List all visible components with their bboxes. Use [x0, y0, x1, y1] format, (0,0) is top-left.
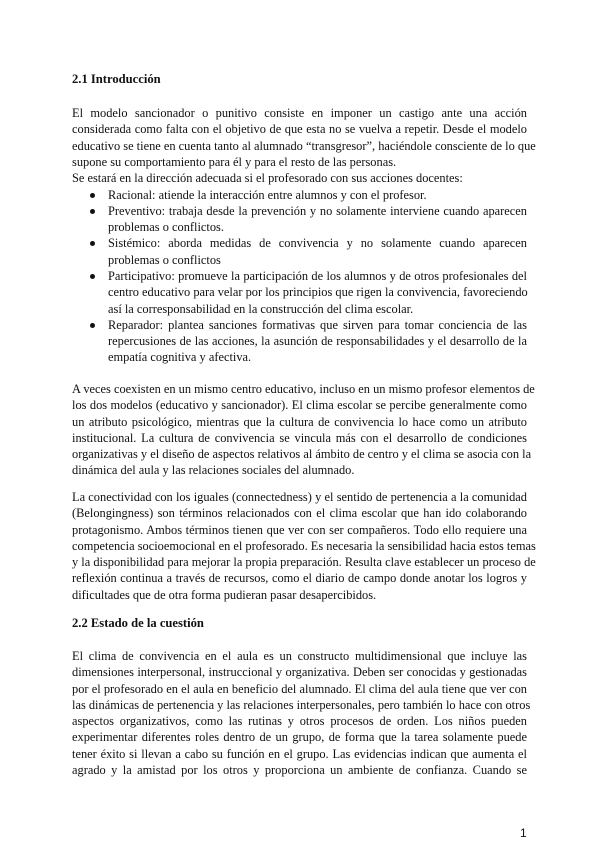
- text-line: un atributo psicológico, mientras que la cultura de convivencia lo hace como un atributo: [72, 414, 527, 429]
- text-line: La conectividad con los iguales (connectedness) y el sentido de pertenencia a la comunidad: [72, 490, 527, 504]
- text-line: por el profesorado en el aula en beneficio del alumnado. El clima del aula tiene que ver con: [72, 681, 527, 696]
- paragraph-3: [72, 489, 536, 603]
- text-line: Racional: atiende la interacción entre alumnos y con el profesor.: [108, 187, 427, 202]
- bullet-icon: [90, 323, 95, 328]
- section-heading-estado: 2.2 Estado de la cuestión: [72, 616, 204, 630]
- text-line: experimentar diferentes roles dentro de un grupo, de forma que la tarea solamente puede: [72, 730, 527, 745]
- list-item: [90, 268, 527, 317]
- text-line: Sistémico: aborda medidas de convivencia y no solamente cuando aparecen: [108, 236, 527, 251]
- bullet-icon: [90, 241, 95, 246]
- text-line: (Belongingness) son términos relacionados con el clima escolar que han ido colaborando: [72, 506, 527, 521]
- text-line: Reparador: plantea sanciones formativas que sirven para tomar conciencia de las: [108, 317, 527, 332]
- list-item: [90, 203, 527, 236]
- text-line: Participativo: promueve la participación de los alumnos y de otros profesionales del: [108, 268, 527, 283]
- text-line: supone su comportamiento para él y para el resto de las personas.: [72, 154, 397, 169]
- text-line: competencia socioemocional en el profesorado. Es necesaria la sensibilidad hacia estos temas: [72, 538, 536, 553]
- text-line: considerada como falta con el objetivo de que esta no se vuelva a repetir. Desde el modelo: [72, 122, 527, 137]
- text-line: así la corresponsabilidad en la construcción del clima escolar.: [108, 301, 414, 316]
- text-line: dinámica del aula y las relaciones sociales del alumnado.: [72, 463, 355, 478]
- text-line: El clima de convivencia en el aula es un constructo multidimensional que incluye las: [72, 649, 527, 663]
- list-item: [90, 187, 527, 203]
- text-line: tener éxito si llevan a cabo su función en el grupo. Las evidencias indican que aumenta el: [72, 746, 527, 761]
- section-heading-introduccion: 2.1 Introducción: [72, 72, 161, 86]
- text-line: Se estará en la dirección adecuada si el profesorado con sus acciones docentes:: [72, 171, 463, 186]
- text-line: institucional. La cultura de convivencia se vincula más con el desarrollo de condiciones: [72, 430, 527, 445]
- bullet-icon: [90, 274, 95, 279]
- text-line: educativo se tiene en cuenta tanto al alumnado “transgresor”, haciéndole consciente de lo que: [72, 138, 536, 153]
- text-line: centro educativo para velar por los principios que rigen la convivencia, favoreciendo: [108, 285, 528, 300]
- text-line: dificultades que de otra forma pudieran pasar desapercibidos.: [72, 587, 377, 602]
- text-line: aspectos organizativos, como las rutinas y otros procesos de orden. Los niños pueden: [72, 714, 527, 729]
- text-line: empatía cognitiva y afectiva.: [108, 350, 252, 365]
- text-line: y la disponibilidad para mejorar la propia preparación. Resulta clave establecer un proceso de: [72, 555, 536, 570]
- text-line: los dos modelos (educativo y sancionador). El clima escolar se percibe generalmente como: [72, 398, 527, 413]
- paragraph-1: [72, 105, 536, 186]
- text-line: problemas o conflictos.: [108, 220, 224, 235]
- list-item: [90, 317, 527, 366]
- bullet-icon: [90, 193, 95, 198]
- paragraph-2: [72, 381, 535, 479]
- text-line: reflexión continua a través de recursos, como el diario de campo donde anotar los logros y: [72, 571, 527, 586]
- paragraph-4: [72, 648, 531, 778]
- text-line: agrado y la amistad por los otros y proporciona un ambiente de confianza. Cuando se: [72, 763, 527, 778]
- text-line: Preventivo: trabaja desde la prevención y no solamente interviene cuando aparecen: [108, 203, 527, 218]
- bullet-icon: [90, 209, 95, 214]
- text-line: El modelo sancionador o punitivo consiste en imponer un castigo ante una acción: [72, 106, 527, 120]
- text-line: A veces coexisten en un mismo centro educativo, incluso en un mismo profesor elementos de: [72, 382, 535, 396]
- text-line: repercusiones de las acciones, la asunción de responsabilidades y el desarrollo de la: [108, 334, 527, 349]
- text-line: organizativas y el diseño de aspectos relativos al ámbito de centro y el clima se asocia con la: [72, 447, 532, 462]
- page-number: 1: [520, 826, 527, 840]
- text-line: protagonismo. Ambos términos tienen que ver con ser compañeros. Todo ello requiere una: [72, 522, 527, 537]
- text-line: problemas o conflictos: [108, 252, 221, 267]
- text-line: dimensiones interpersonal, instruccional y organizativa. Deben ser conocidas y gestionadas: [72, 665, 527, 680]
- list-item: [90, 235, 527, 268]
- text-line: las dinámicas de pertenencia y las relaciones interpersonales, pero también lo hace con otros: [72, 697, 531, 712]
- bullet-list: [90, 187, 527, 366]
